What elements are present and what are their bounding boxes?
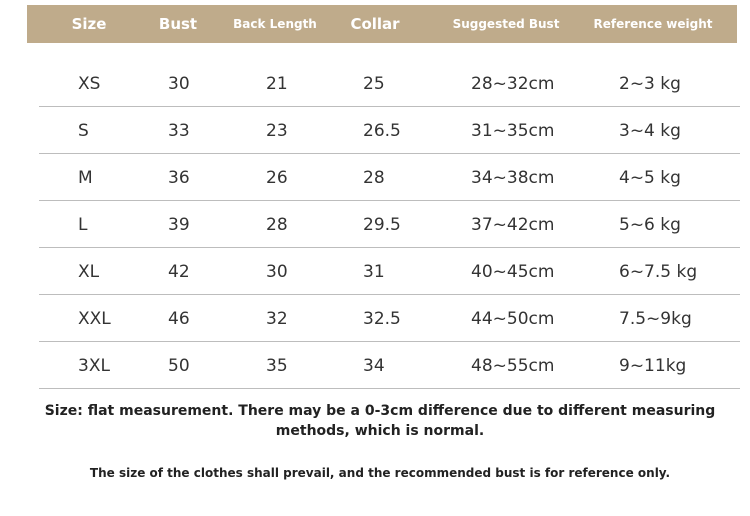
cell-suggested-bust: 28~32cm (471, 74, 555, 94)
table-row (39, 295, 740, 342)
cell-bust: 42 (168, 262, 190, 282)
cell-collar: 34 (363, 356, 385, 376)
cell-size: S (78, 121, 89, 141)
cell-back-length: 35 (266, 356, 288, 376)
cell-reference-weight: 3~4 kg (619, 121, 681, 141)
cell-back-length: 28 (266, 215, 288, 235)
reference-footnote: The size of the clothes shall prevail, and the recommended bust is for reference only. (89, 466, 671, 480)
cell-size: XS (78, 74, 101, 94)
cell-suggested-bust: 48~55cm (471, 356, 555, 376)
cell-size: XXL (78, 309, 111, 329)
cell-reference-weight: 2~3 kg (619, 74, 681, 94)
table-header (27, 5, 737, 43)
table-row (39, 201, 740, 248)
header-back-length: Back Length (233, 17, 317, 31)
cell-reference-weight: 4~5 kg (619, 168, 681, 188)
cell-size: M (78, 168, 93, 188)
cell-reference-weight: 7.5~9kg (619, 309, 692, 329)
table-row (39, 154, 740, 201)
cell-suggested-bust: 37~42cm (471, 215, 555, 235)
cell-suggested-bust: 40~45cm (471, 262, 555, 282)
cell-collar: 29.5 (363, 215, 401, 235)
cell-bust: 33 (168, 121, 190, 141)
cell-collar: 31 (363, 262, 385, 282)
cell-size: L (78, 215, 88, 235)
cell-bust: 36 (168, 168, 190, 188)
measurement-note: Size: flat measurement. There may be a 0-3cm difference due to different measuring methods, which is normal. (44, 403, 716, 439)
cell-back-length: 32 (266, 309, 288, 329)
cell-reference-weight: 9~11kg (619, 356, 687, 376)
header-collar: Collar (350, 15, 400, 33)
cell-suggested-bust: 44~50cm (471, 309, 555, 329)
table-row (39, 60, 740, 107)
cell-reference-weight: 5~6 kg (619, 215, 681, 235)
table-row (39, 342, 740, 389)
cell-back-length: 26 (266, 168, 288, 188)
size-table-body (39, 60, 740, 389)
cell-back-length: 21 (266, 74, 288, 94)
cell-bust: 46 (168, 309, 190, 329)
cell-size: XL (78, 262, 100, 282)
cell-back-length: 30 (266, 262, 288, 282)
header-reference-weight: Reference weight (593, 17, 713, 31)
header-suggested-bust: Suggested Bust (452, 17, 560, 31)
table-row (39, 107, 740, 154)
cell-suggested-bust: 31~35cm (471, 121, 555, 141)
cell-reference-weight: 6~7.5 kg (619, 262, 698, 282)
cell-bust: 50 (168, 356, 190, 376)
cell-bust: 30 (168, 74, 190, 94)
cell-collar: 28 (363, 168, 385, 188)
header-bust: Bust (158, 15, 198, 33)
cell-back-length: 23 (266, 121, 288, 141)
cell-collar: 25 (363, 74, 385, 94)
cell-bust: 39 (168, 215, 190, 235)
cell-collar: 32.5 (363, 309, 401, 329)
cell-suggested-bust: 34~38cm (471, 168, 555, 188)
cell-collar: 26.5 (363, 121, 401, 141)
header-size: Size (71, 15, 107, 33)
cell-size: 3XL (78, 356, 110, 376)
table-row (39, 248, 740, 295)
